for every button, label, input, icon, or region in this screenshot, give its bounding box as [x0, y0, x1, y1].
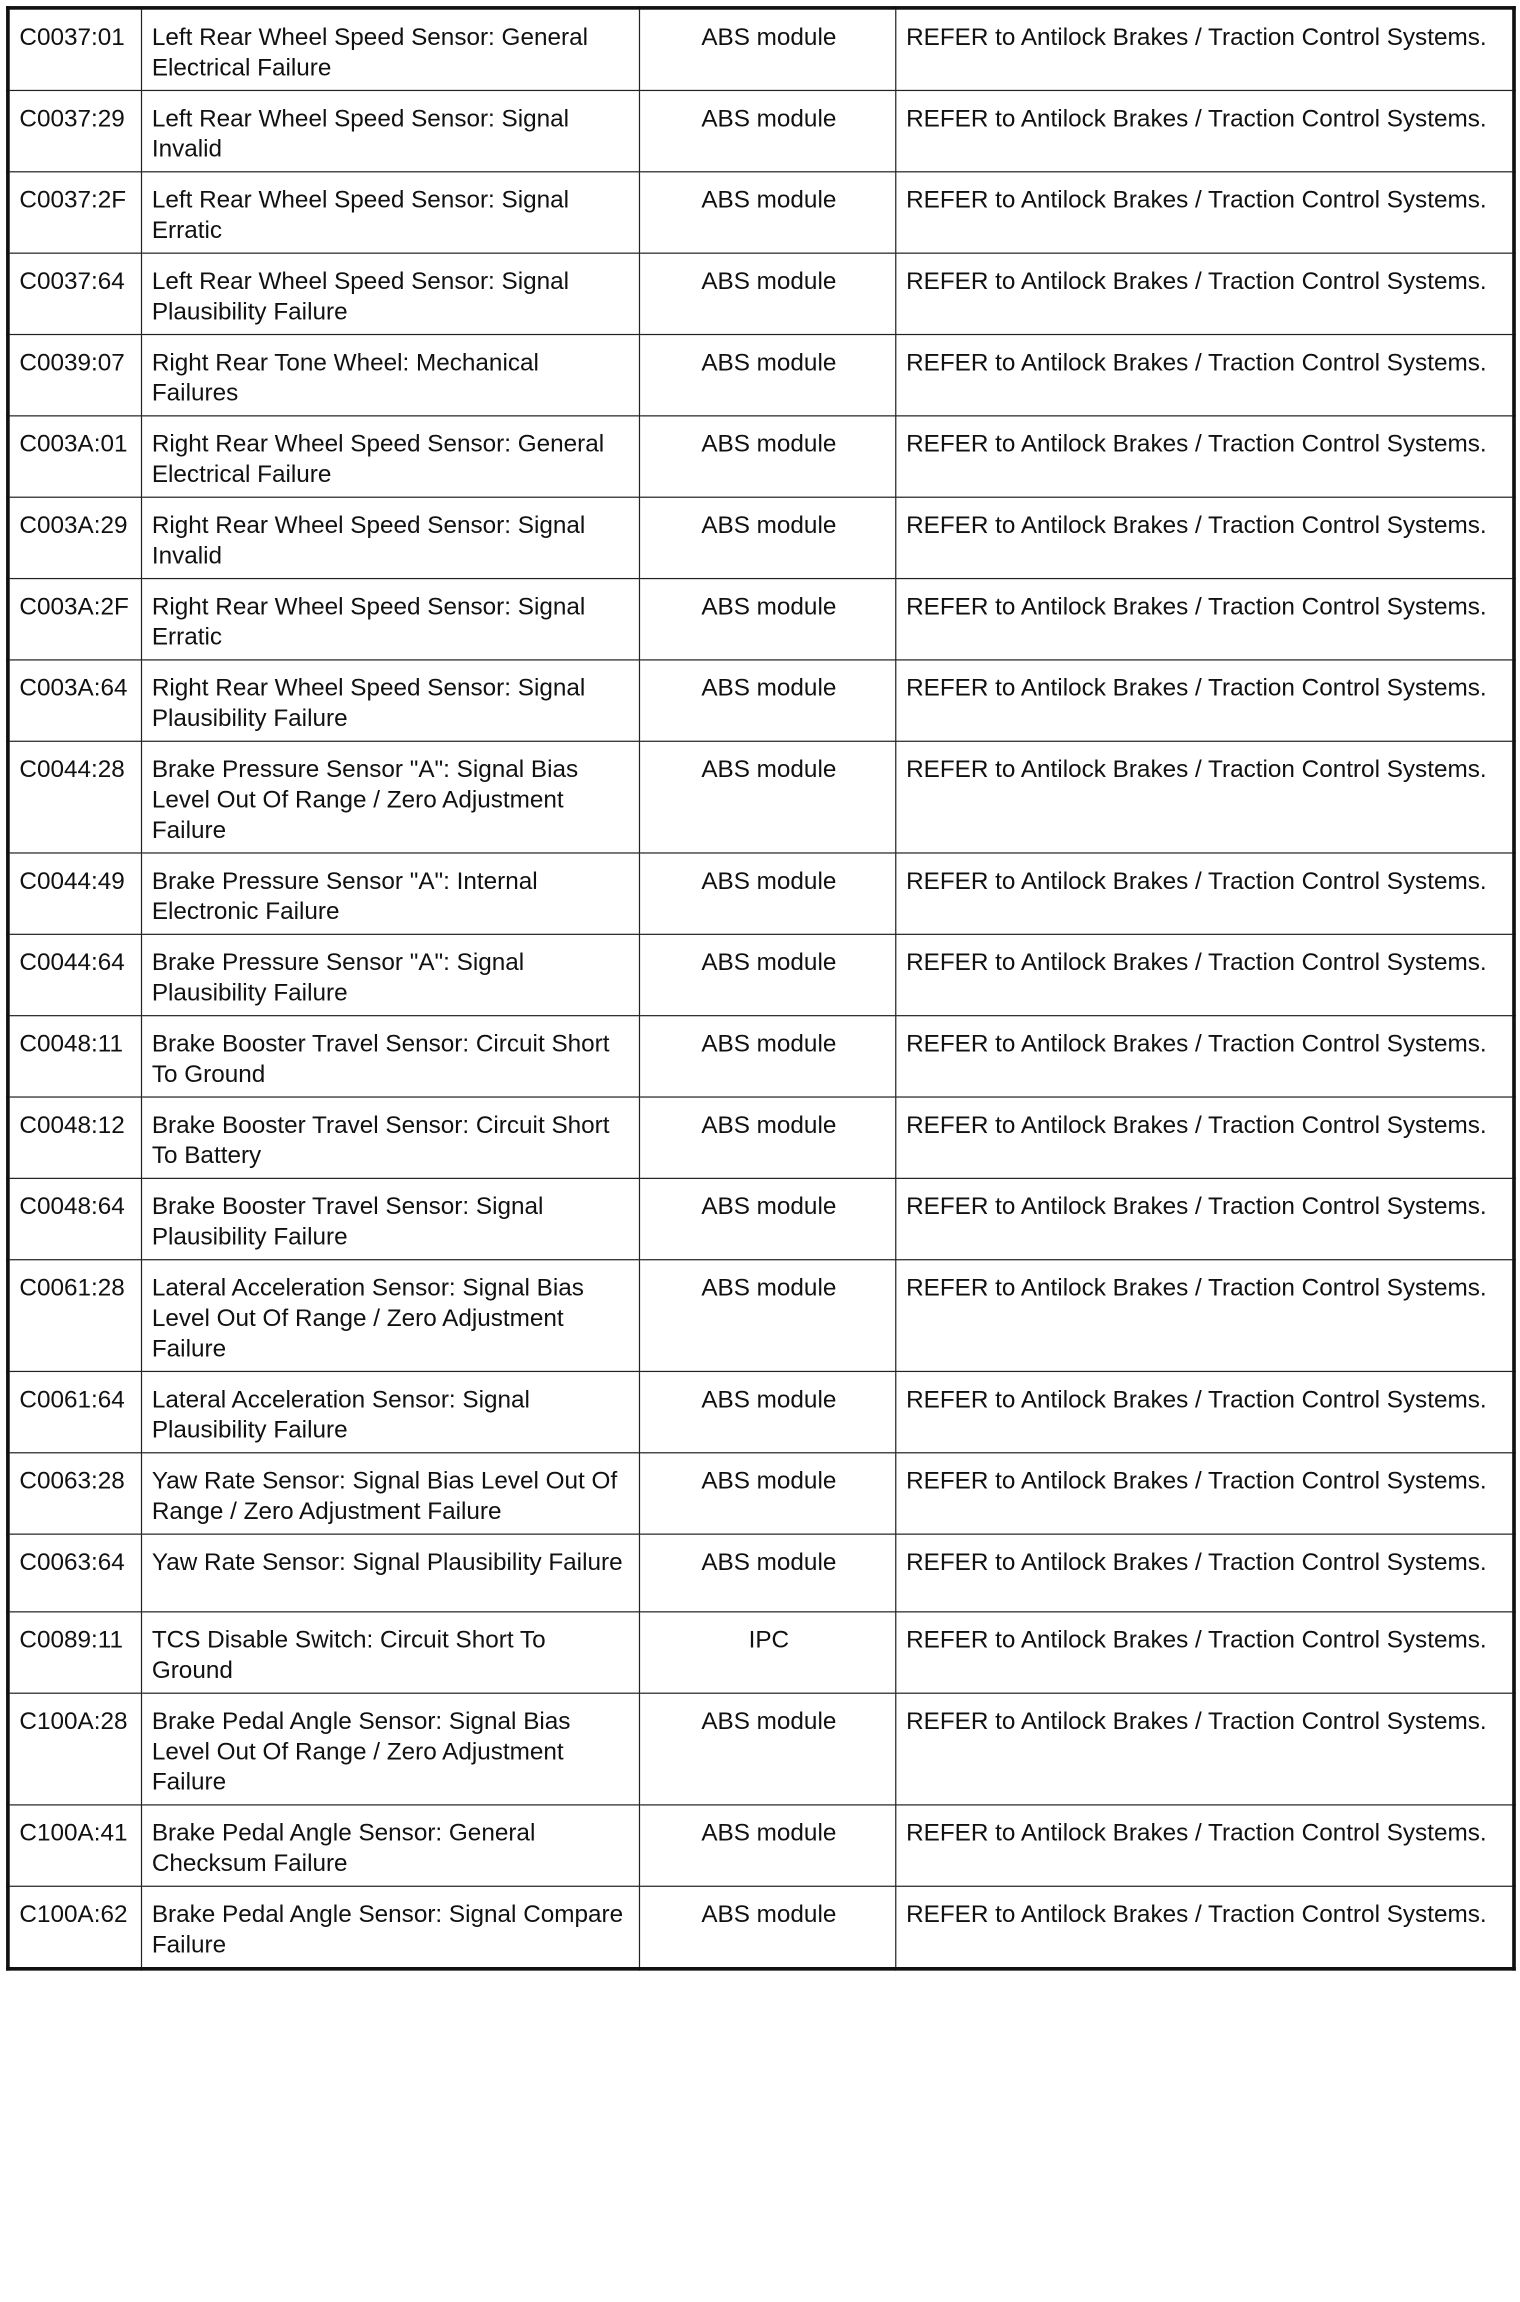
dtc-code: C0037:64: [8, 253, 142, 334]
dtc-action: REFER to Antilock Brakes / Traction Control Systems.: [896, 1805, 1514, 1886]
dtc-description: Brake Booster Travel Sensor: Signal Plausibility Failure: [142, 1178, 640, 1259]
dtc-action: REFER to Antilock Brakes / Traction Control Systems.: [896, 1371, 1514, 1452]
dtc-action: REFER to Antilock Brakes / Traction Control Systems.: [896, 8, 1514, 91]
dtc-module: ABS module: [639, 416, 895, 497]
table-row: [8, 934, 1514, 1015]
dtc-action: REFER to Antilock Brakes / Traction Control Systems.: [896, 934, 1514, 1015]
dtc-module: ABS module: [639, 1097, 895, 1178]
dtc-description: Brake Pressure Sensor "A": Internal Electronic Failure: [142, 853, 640, 934]
table-row: [8, 90, 1514, 171]
dtc-code: C0039:07: [8, 335, 142, 416]
dtc-action: REFER to Antilock Brakes / Traction Control Systems.: [896, 741, 1514, 853]
dtc-description: Right Rear Wheel Speed Sensor: General Electrical Failure: [142, 416, 640, 497]
dtc-code: C0061:28: [8, 1260, 142, 1372]
dtc-action: REFER to Antilock Brakes / Traction Control Systems.: [896, 1097, 1514, 1178]
dtc-code: C100A:62: [8, 1886, 142, 1969]
dtc-action: REFER to Antilock Brakes / Traction Control Systems.: [896, 497, 1514, 578]
dtc-action: REFER to Antilock Brakes / Traction Control Systems.: [896, 1886, 1514, 1969]
dtc-code: C0048:11: [8, 1016, 142, 1097]
dtc-description: Brake Pedal Angle Sensor: General Checksum Failure: [142, 1805, 640, 1886]
dtc-action: REFER to Antilock Brakes / Traction Control Systems.: [896, 579, 1514, 660]
dtc-description: Brake Booster Travel Sensor: Circuit Short To Ground: [142, 1016, 640, 1097]
dtc-action: REFER to Antilock Brakes / Traction Control Systems.: [896, 1260, 1514, 1372]
dtc-description: Brake Pedal Angle Sensor: Signal Bias Level Out Of Range / Zero Adjustment Failure: [142, 1693, 640, 1805]
dtc-module: ABS module: [639, 660, 895, 741]
dtc-code: C003A:01: [8, 416, 142, 497]
dtc-table-body: [8, 8, 1514, 1969]
dtc-action: REFER to Antilock Brakes / Traction Control Systems.: [896, 1178, 1514, 1259]
dtc-module: ABS module: [639, 934, 895, 1015]
dtc-module: ABS module: [639, 253, 895, 334]
dtc-module: IPC: [639, 1612, 895, 1693]
table-row: [8, 172, 1514, 253]
dtc-module: ABS module: [639, 335, 895, 416]
table-row: [8, 579, 1514, 660]
table-row: [8, 497, 1514, 578]
dtc-description: Brake Pressure Sensor "A": Signal Plausibility Failure: [142, 934, 640, 1015]
dtc-code: C0063:28: [8, 1453, 142, 1534]
dtc-action: REFER to Antilock Brakes / Traction Control Systems.: [896, 660, 1514, 741]
dtc-action: REFER to Antilock Brakes / Traction Control Systems.: [896, 253, 1514, 334]
dtc-module: ABS module: [639, 1453, 895, 1534]
dtc-action: REFER to Antilock Brakes / Traction Control Systems.: [896, 1016, 1514, 1097]
table-row: [8, 1097, 1514, 1178]
dtc-module: ABS module: [639, 172, 895, 253]
dtc-description: Left Rear Wheel Speed Sensor: Signal Plausibility Failure: [142, 253, 640, 334]
table-row: [8, 1178, 1514, 1259]
table-row: [8, 1453, 1514, 1534]
dtc-code: C0044:28: [8, 741, 142, 853]
dtc-module: ABS module: [639, 1693, 895, 1805]
dtc-table: [6, 6, 1516, 1971]
table-row: [8, 335, 1514, 416]
dtc-description: Right Rear Wheel Speed Sensor: Signal Plausibility Failure: [142, 660, 640, 741]
table-row: [8, 253, 1514, 334]
dtc-code: C0048:12: [8, 1097, 142, 1178]
dtc-action: REFER to Antilock Brakes / Traction Control Systems.: [896, 335, 1514, 416]
dtc-code: C003A:64: [8, 660, 142, 741]
dtc-code: C100A:41: [8, 1805, 142, 1886]
dtc-description: Lateral Acceleration Sensor: Signal Plausibility Failure: [142, 1371, 640, 1452]
dtc-description: Right Rear Wheel Speed Sensor: Signal Invalid: [142, 497, 640, 578]
dtc-action: REFER to Antilock Brakes / Traction Control Systems.: [896, 172, 1514, 253]
table-row: [8, 1371, 1514, 1452]
dtc-description: Yaw Rate Sensor: Signal Bias Level Out Of Range / Zero Adjustment Failure: [142, 1453, 640, 1534]
dtc-code: C003A:29: [8, 497, 142, 578]
dtc-description: Right Rear Tone Wheel: Mechanical Failures: [142, 335, 640, 416]
table-row: [8, 741, 1514, 853]
dtc-module: ABS module: [639, 90, 895, 171]
dtc-module: ABS module: [639, 853, 895, 934]
dtc-description: Brake Pressure Sensor "A": Signal Bias Level Out Of Range / Zero Adjustment Failure: [142, 741, 640, 853]
table-row: [8, 8, 1514, 91]
dtc-action: REFER to Antilock Brakes / Traction Control Systems.: [896, 1453, 1514, 1534]
table-row: [8, 1886, 1514, 1969]
dtc-code: C100A:28: [8, 1693, 142, 1805]
table-row: [8, 660, 1514, 741]
dtc-module: ABS module: [639, 1016, 895, 1097]
dtc-code: C0089:11: [8, 1612, 142, 1693]
dtc-module: ABS module: [639, 8, 895, 91]
dtc-description: Brake Pedal Angle Sensor: Signal Compare Failure: [142, 1886, 640, 1969]
dtc-code: C0044:49: [8, 853, 142, 934]
dtc-description: Right Rear Wheel Speed Sensor: Signal Erratic: [142, 579, 640, 660]
dtc-description: TCS Disable Switch: Circuit Short To Ground: [142, 1612, 640, 1693]
dtc-code: C0037:29: [8, 90, 142, 171]
table-row: [8, 853, 1514, 934]
dtc-action: REFER to Antilock Brakes / Traction Control Systems.: [896, 853, 1514, 934]
dtc-action: REFER to Antilock Brakes / Traction Control Systems.: [896, 416, 1514, 497]
dtc-code: C003A:2F: [8, 579, 142, 660]
dtc-module: ABS module: [639, 1371, 895, 1452]
dtc-action: REFER to Antilock Brakes / Traction Control Systems.: [896, 1693, 1514, 1805]
dtc-description: Brake Booster Travel Sensor: Circuit Short To Battery: [142, 1097, 640, 1178]
dtc-code: C0063:64: [8, 1534, 142, 1612]
table-row: [8, 1612, 1514, 1693]
table-row: [8, 416, 1514, 497]
dtc-description: Left Rear Wheel Speed Sensor: Signal Erratic: [142, 172, 640, 253]
dtc-code: C0061:64: [8, 1371, 142, 1452]
dtc-module: ABS module: [639, 497, 895, 578]
dtc-action: REFER to Antilock Brakes / Traction Control Systems.: [896, 1612, 1514, 1693]
dtc-code: C0044:64: [8, 934, 142, 1015]
table-row: [8, 1016, 1514, 1097]
dtc-description: Lateral Acceleration Sensor: Signal Bias Level Out Of Range / Zero Adjustment Failure: [142, 1260, 640, 1372]
table-row: [8, 1534, 1514, 1612]
dtc-module: ABS module: [639, 1534, 895, 1612]
table-row: [8, 1693, 1514, 1805]
dtc-module: ABS module: [639, 741, 895, 853]
dtc-module: ABS module: [639, 1886, 895, 1969]
dtc-module: ABS module: [639, 579, 895, 660]
dtc-module: ABS module: [639, 1178, 895, 1259]
dtc-description: Left Rear Wheel Speed Sensor: General Electrical Failure: [142, 8, 640, 91]
table-row: [8, 1260, 1514, 1372]
dtc-code: C0037:2F: [8, 172, 142, 253]
dtc-action: REFER to Antilock Brakes / Traction Control Systems.: [896, 90, 1514, 171]
dtc-action: REFER to Antilock Brakes / Traction Control Systems.: [896, 1534, 1514, 1612]
dtc-code: C0037:01: [8, 8, 142, 91]
dtc-module: ABS module: [639, 1260, 895, 1372]
dtc-code: C0048:64: [8, 1178, 142, 1259]
dtc-description: Yaw Rate Sensor: Signal Plausibility Failure: [142, 1534, 640, 1612]
dtc-module: ABS module: [639, 1805, 895, 1886]
dtc-description: Left Rear Wheel Speed Sensor: Signal Invalid: [142, 90, 640, 171]
table-row: [8, 1805, 1514, 1886]
